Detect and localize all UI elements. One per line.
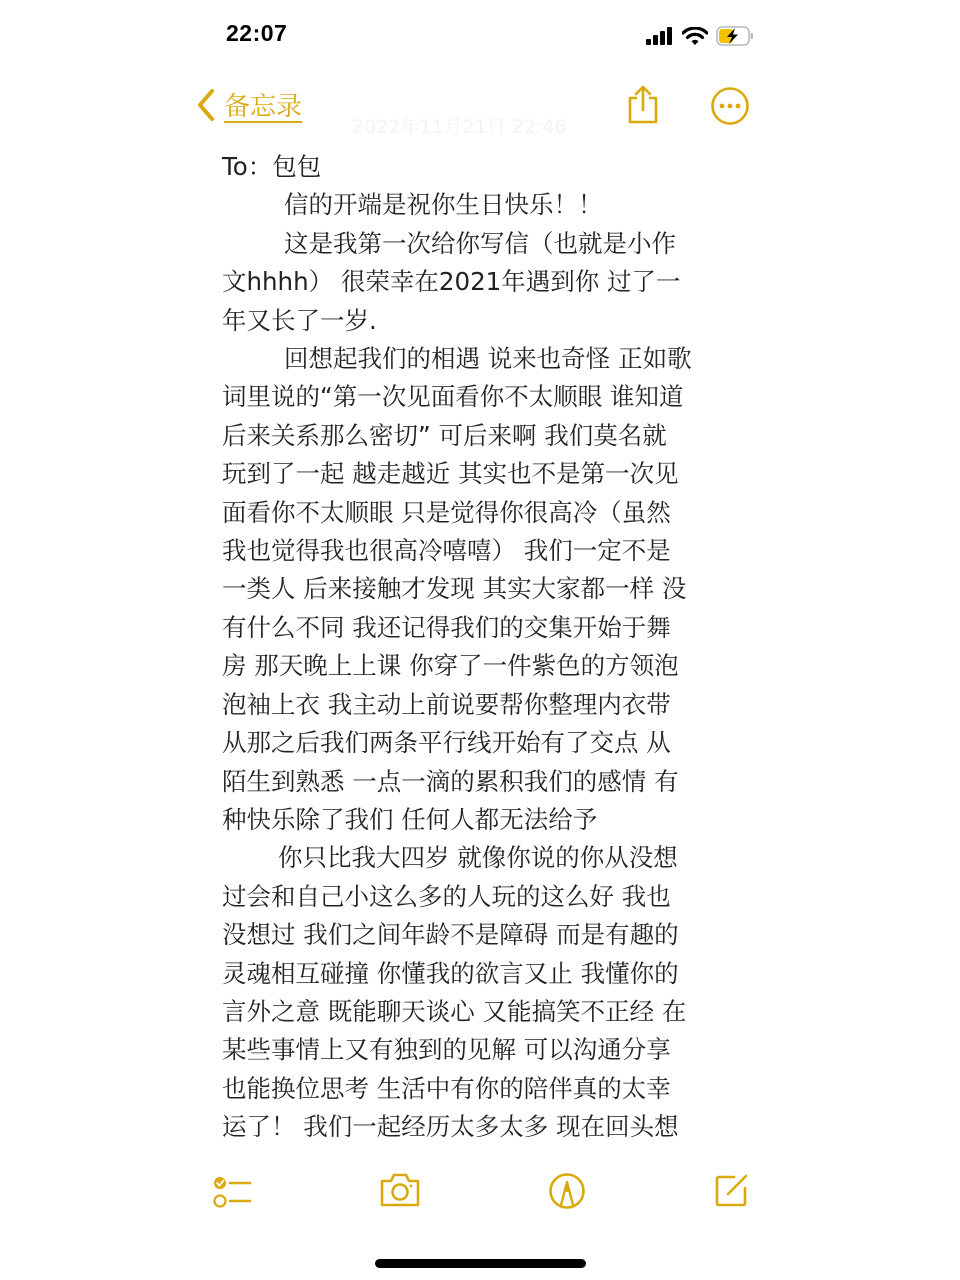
- note-line: 面看你不太顺眼 只是觉得你很高冷（虽然: [222, 497, 671, 527]
- note-line: 词里说的“第一次见面看你不太顺眼 谁知道: [222, 382, 684, 412]
- home-indicator[interactable]: [375, 1259, 586, 1268]
- note-line: 年又长了一岁.: [222, 305, 377, 335]
- note-line: 某些事情上又有独到的见解 可以沟通分享: [222, 1035, 671, 1065]
- signal-icon: [646, 27, 674, 45]
- note-line: 回想起我们的相遇 说来也奇怪 正如歌: [284, 344, 692, 374]
- note-line: 你只比我大四岁 就像你说的你从没想: [278, 843, 678, 873]
- camera-icon: [378, 1172, 422, 1208]
- note-line: 从那之后我们两条平行线开始有了交点 从: [222, 728, 671, 758]
- checklist-icon: [212, 1172, 254, 1212]
- note-line: 过会和自己小这么多的人玩的这么好 我也: [222, 881, 671, 911]
- note-line: 有什么不同 我还记得我们的交集开始于舞: [222, 612, 671, 642]
- share-icon: [626, 84, 660, 124]
- status-time: 22:07: [226, 20, 288, 46]
- wifi-icon: [682, 27, 708, 46]
- note-line: 一类人 后来接触才发现 其实大家都一样 没: [222, 574, 687, 604]
- note-line: 这是我第一次给你写信（也就是小作: [284, 228, 676, 258]
- status-bar: [0, 0, 960, 70]
- compose-button[interactable]: [714, 1172, 750, 1212]
- camera-button[interactable]: [378, 1172, 422, 1212]
- note-line: 后来关系那么密切” 可后来啊 我们莫名就: [222, 420, 667, 450]
- back-label: 备忘录: [224, 92, 303, 122]
- checklist-button[interactable]: [212, 1172, 254, 1216]
- more-button[interactable]: [710, 86, 750, 130]
- bottom-toolbar: [0, 1160, 960, 1230]
- status-icons: [646, 26, 754, 46]
- markup-button[interactable]: [548, 1172, 586, 1214]
- note-line: 也能换位思考 生活中有你的陪伴真的太幸: [222, 1073, 671, 1103]
- note-line: 种快乐除了我们 任何人都无法给予: [222, 804, 598, 834]
- compose-icon: [714, 1172, 750, 1208]
- chevron-left-icon: [196, 88, 216, 122]
- note-line: 灵魂相互碰撞 你懂我的欲言又止 我懂你的: [222, 958, 679, 988]
- note-body[interactable]: [222, 148, 742, 1147]
- note-line: 陌生到熟悉 一点一滴的累积我们的感情 有: [222, 766, 679, 796]
- note-line: 泡袖上衣 我主动上前说要帮你整理内衣带: [222, 689, 671, 719]
- note-date: 2022年11月21日 22:46: [352, 116, 567, 138]
- note-line: 言外之意 既能聊天谈心 又能搞笑不正经 在: [222, 996, 687, 1026]
- markup-pen-icon: [548, 1172, 586, 1210]
- more-icon: [710, 86, 750, 126]
- back-button[interactable]: [196, 86, 302, 123]
- note-line: 文hhhh） 很荣幸在2021年遇到你 过了一: [222, 267, 681, 297]
- note-line: 信的开端是祝你生日快乐！！: [284, 190, 603, 220]
- note-line: 运了！ 我们一起经历太多太多 现在回头想: [222, 1112, 679, 1142]
- share-button[interactable]: [626, 84, 660, 128]
- note-line: 玩到了一起 越走越近 其实也不是第一次见: [222, 459, 679, 489]
- note-line: 房 那天晚上上课 你穿了一件紫色的方领泡: [222, 651, 679, 681]
- note-line: To：包包: [222, 152, 322, 181]
- battery-charging-icon: [716, 26, 754, 46]
- note-line: 我也觉得我也很高冷嘻嘻） 我们一定不是: [222, 536, 671, 566]
- nav-bar: [0, 78, 960, 138]
- note-line: 没想过 我们之间年龄不是障碍 而是有趣的: [222, 920, 679, 950]
